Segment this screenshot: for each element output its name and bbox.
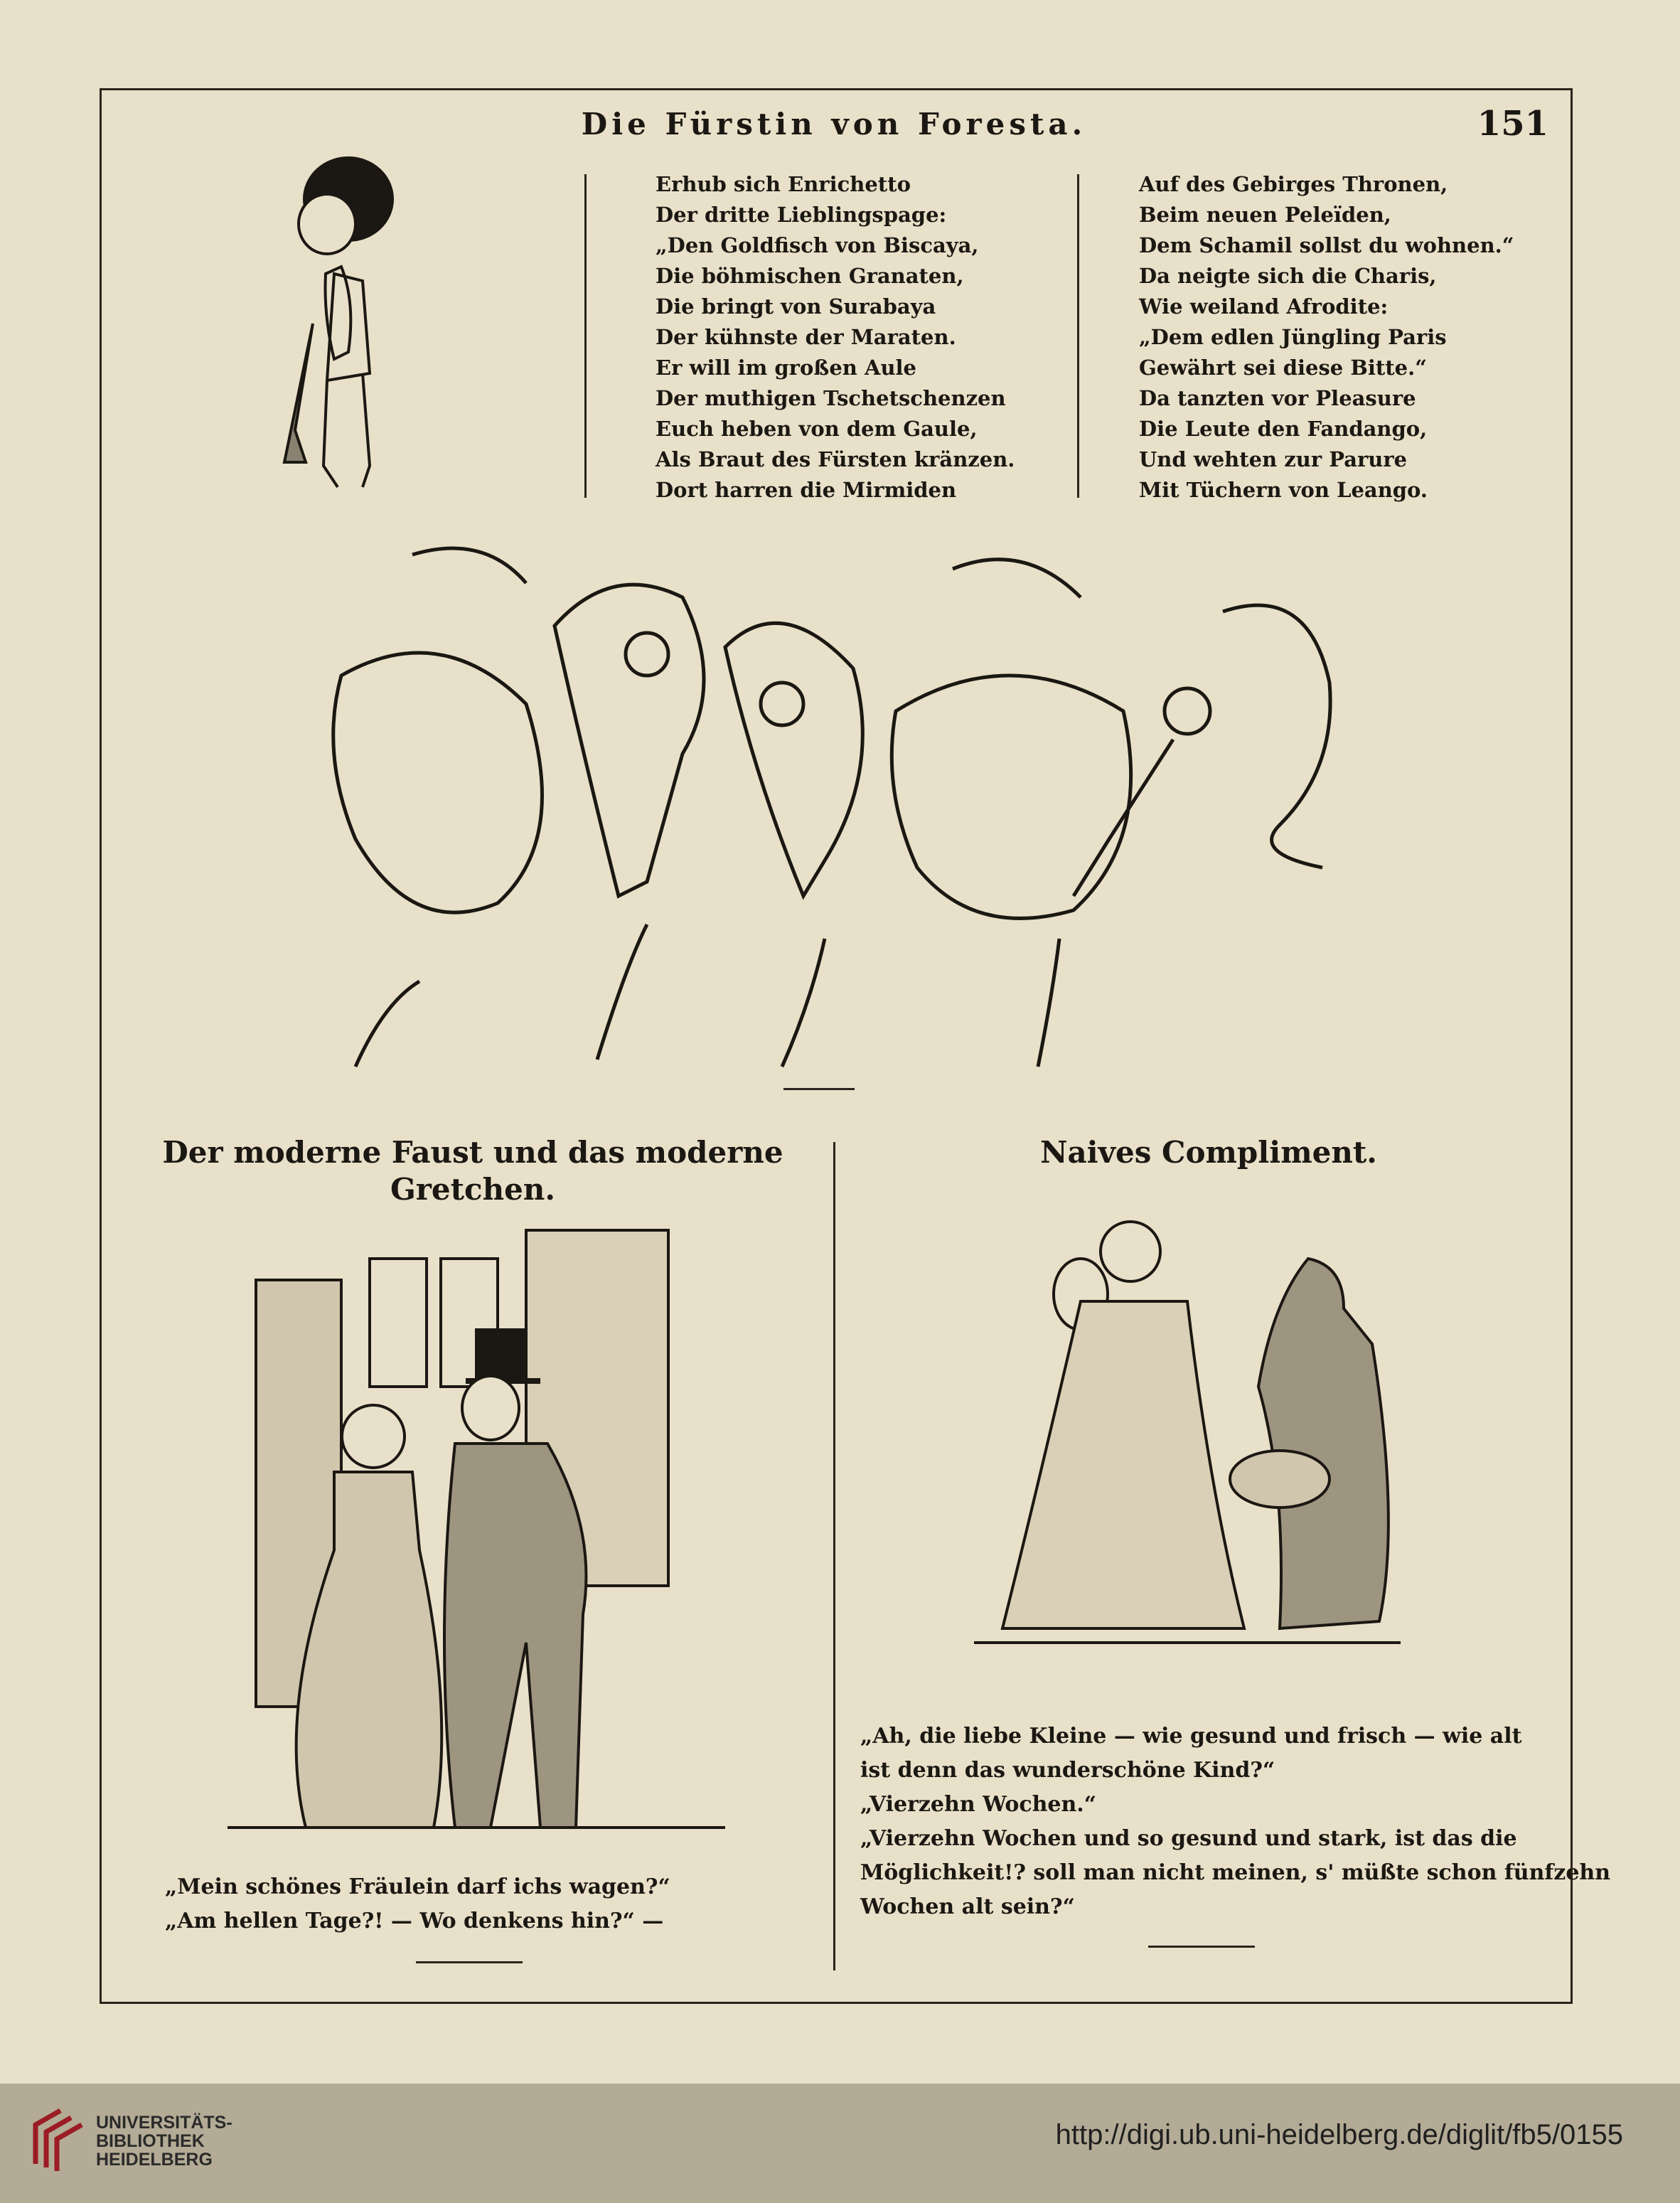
poem-line: Euch heben von dem Gaule, — [656, 417, 978, 441]
caption-line: „Ah, die liebe Kleine — wie gesund und frisch — wie alt — [860, 1724, 1522, 1749]
caption-line: Wochen alt sein?“ — [860, 1894, 1075, 1919]
university-library-logo-icon[interactable] — [21, 2103, 92, 2175]
poem-line: Dem Schamil sollst du wohnen.“ — [1139, 233, 1514, 257]
institution-name — [96, 2113, 232, 2169]
caption-line: „Am hellen Tage?! — Wo denkens hin?“ — — [165, 1909, 664, 1933]
faust-caption-end-rule — [416, 1961, 523, 1963]
compliment-caption — [860, 1719, 1611, 1924]
poem-left-column — [656, 169, 1015, 506]
poem-line: Auf des Gebirges Thronen, — [1139, 172, 1448, 196]
faust-heading-line1: Der moderne Faust und das moderne — [162, 1135, 783, 1170]
poem-line: „Dem edlen Jüngling Paris — [1139, 325, 1447, 349]
poem-line: Die Leute den Fandango, — [1139, 417, 1428, 441]
fandango-dancers-illustration — [313, 540, 1365, 1074]
faust-caption — [165, 1870, 670, 1938]
naive-compliment-illustration — [974, 1202, 1401, 1657]
poem-right-column — [1139, 169, 1514, 506]
poem-line: Als Braut des Fürsten kränzen. — [656, 447, 1015, 471]
caricature-boy-with-fish-illustration — [256, 146, 419, 508]
poem-line: Die bringt von Surabaya — [656, 294, 936, 319]
poem-line: Beim neuen Peleïden, — [1139, 203, 1391, 227]
poem-line: Gewährt sei diese Bitte.“ — [1139, 356, 1427, 380]
poem-line: Dort harren die Mirmiden — [656, 478, 957, 502]
institution-line3: HEIDELBERG — [96, 2150, 213, 2170]
poem-line: Erhub sich Enrichetto — [656, 172, 911, 196]
poem-line: Wie weiland Afrodite: — [1139, 294, 1389, 319]
poem-line: Und wehten zur Parure — [1139, 447, 1408, 471]
poem-line: „Den Goldfisch von Biscaya, — [656, 233, 979, 257]
poem-column-divider-left — [584, 174, 587, 498]
caption-line: „Mein schönes Fräulein darf ichs wagen?“ — [165, 1874, 670, 1899]
caption-line: ist denn das wunderschöne Kind?“ — [860, 1758, 1275, 1783]
faust-heading-line2: Gretchen. — [390, 1172, 556, 1207]
poem-line: Der kühnste der Maraten. — [656, 325, 956, 349]
institution-line1: UNIVERSITÄTS- — [96, 2113, 232, 2133]
faust-and-gretchen-illustration — [228, 1216, 725, 1856]
poem-line: Der muthigen Tschetschenzen — [656, 386, 1006, 410]
poem-line: Da neigte sich die Charis, — [1139, 264, 1437, 288]
faust-article-heading — [142, 1134, 803, 1208]
poem-line: Er will im großen Aule — [656, 356, 917, 380]
institution-line2: BIBLIOTHEK — [96, 2131, 205, 2151]
caption-line: Möglichkeit!? soll man nicht meinen, s' müßte schon fünfzehn — [860, 1860, 1611, 1885]
source-url-link[interactable]: http://digi.ub.uni-heidelberg.de/diglit/fb5/0155 — [1055, 2119, 1623, 2150]
caption-line: „Vierzehn Wochen und so gesund und stark, ist das die — [860, 1826, 1517, 1851]
poem-column-divider-right — [1077, 174, 1079, 498]
poem-line: Die böhmischen Granaten, — [656, 264, 964, 288]
poem-line: Der dritte Lieblingspage: — [656, 203, 947, 227]
section-divider-short-rule — [783, 1088, 855, 1090]
poem-line: Mit Tüchern von Leango. — [1139, 478, 1428, 502]
page-number: 151 — [1477, 104, 1548, 144]
article-column-divider — [833, 1142, 835, 1970]
poem-line: Da tanzten vor Pleasure — [1139, 386, 1416, 410]
caption-line: „Vierzehn Wochen.“ — [860, 1792, 1097, 1817]
running-title: Die Fürstin von Foresta. — [581, 107, 1087, 142]
compliment-caption-end-rule — [1148, 1946, 1255, 1948]
compliment-article-heading: Naives Compliment. — [1040, 1135, 1377, 1170]
